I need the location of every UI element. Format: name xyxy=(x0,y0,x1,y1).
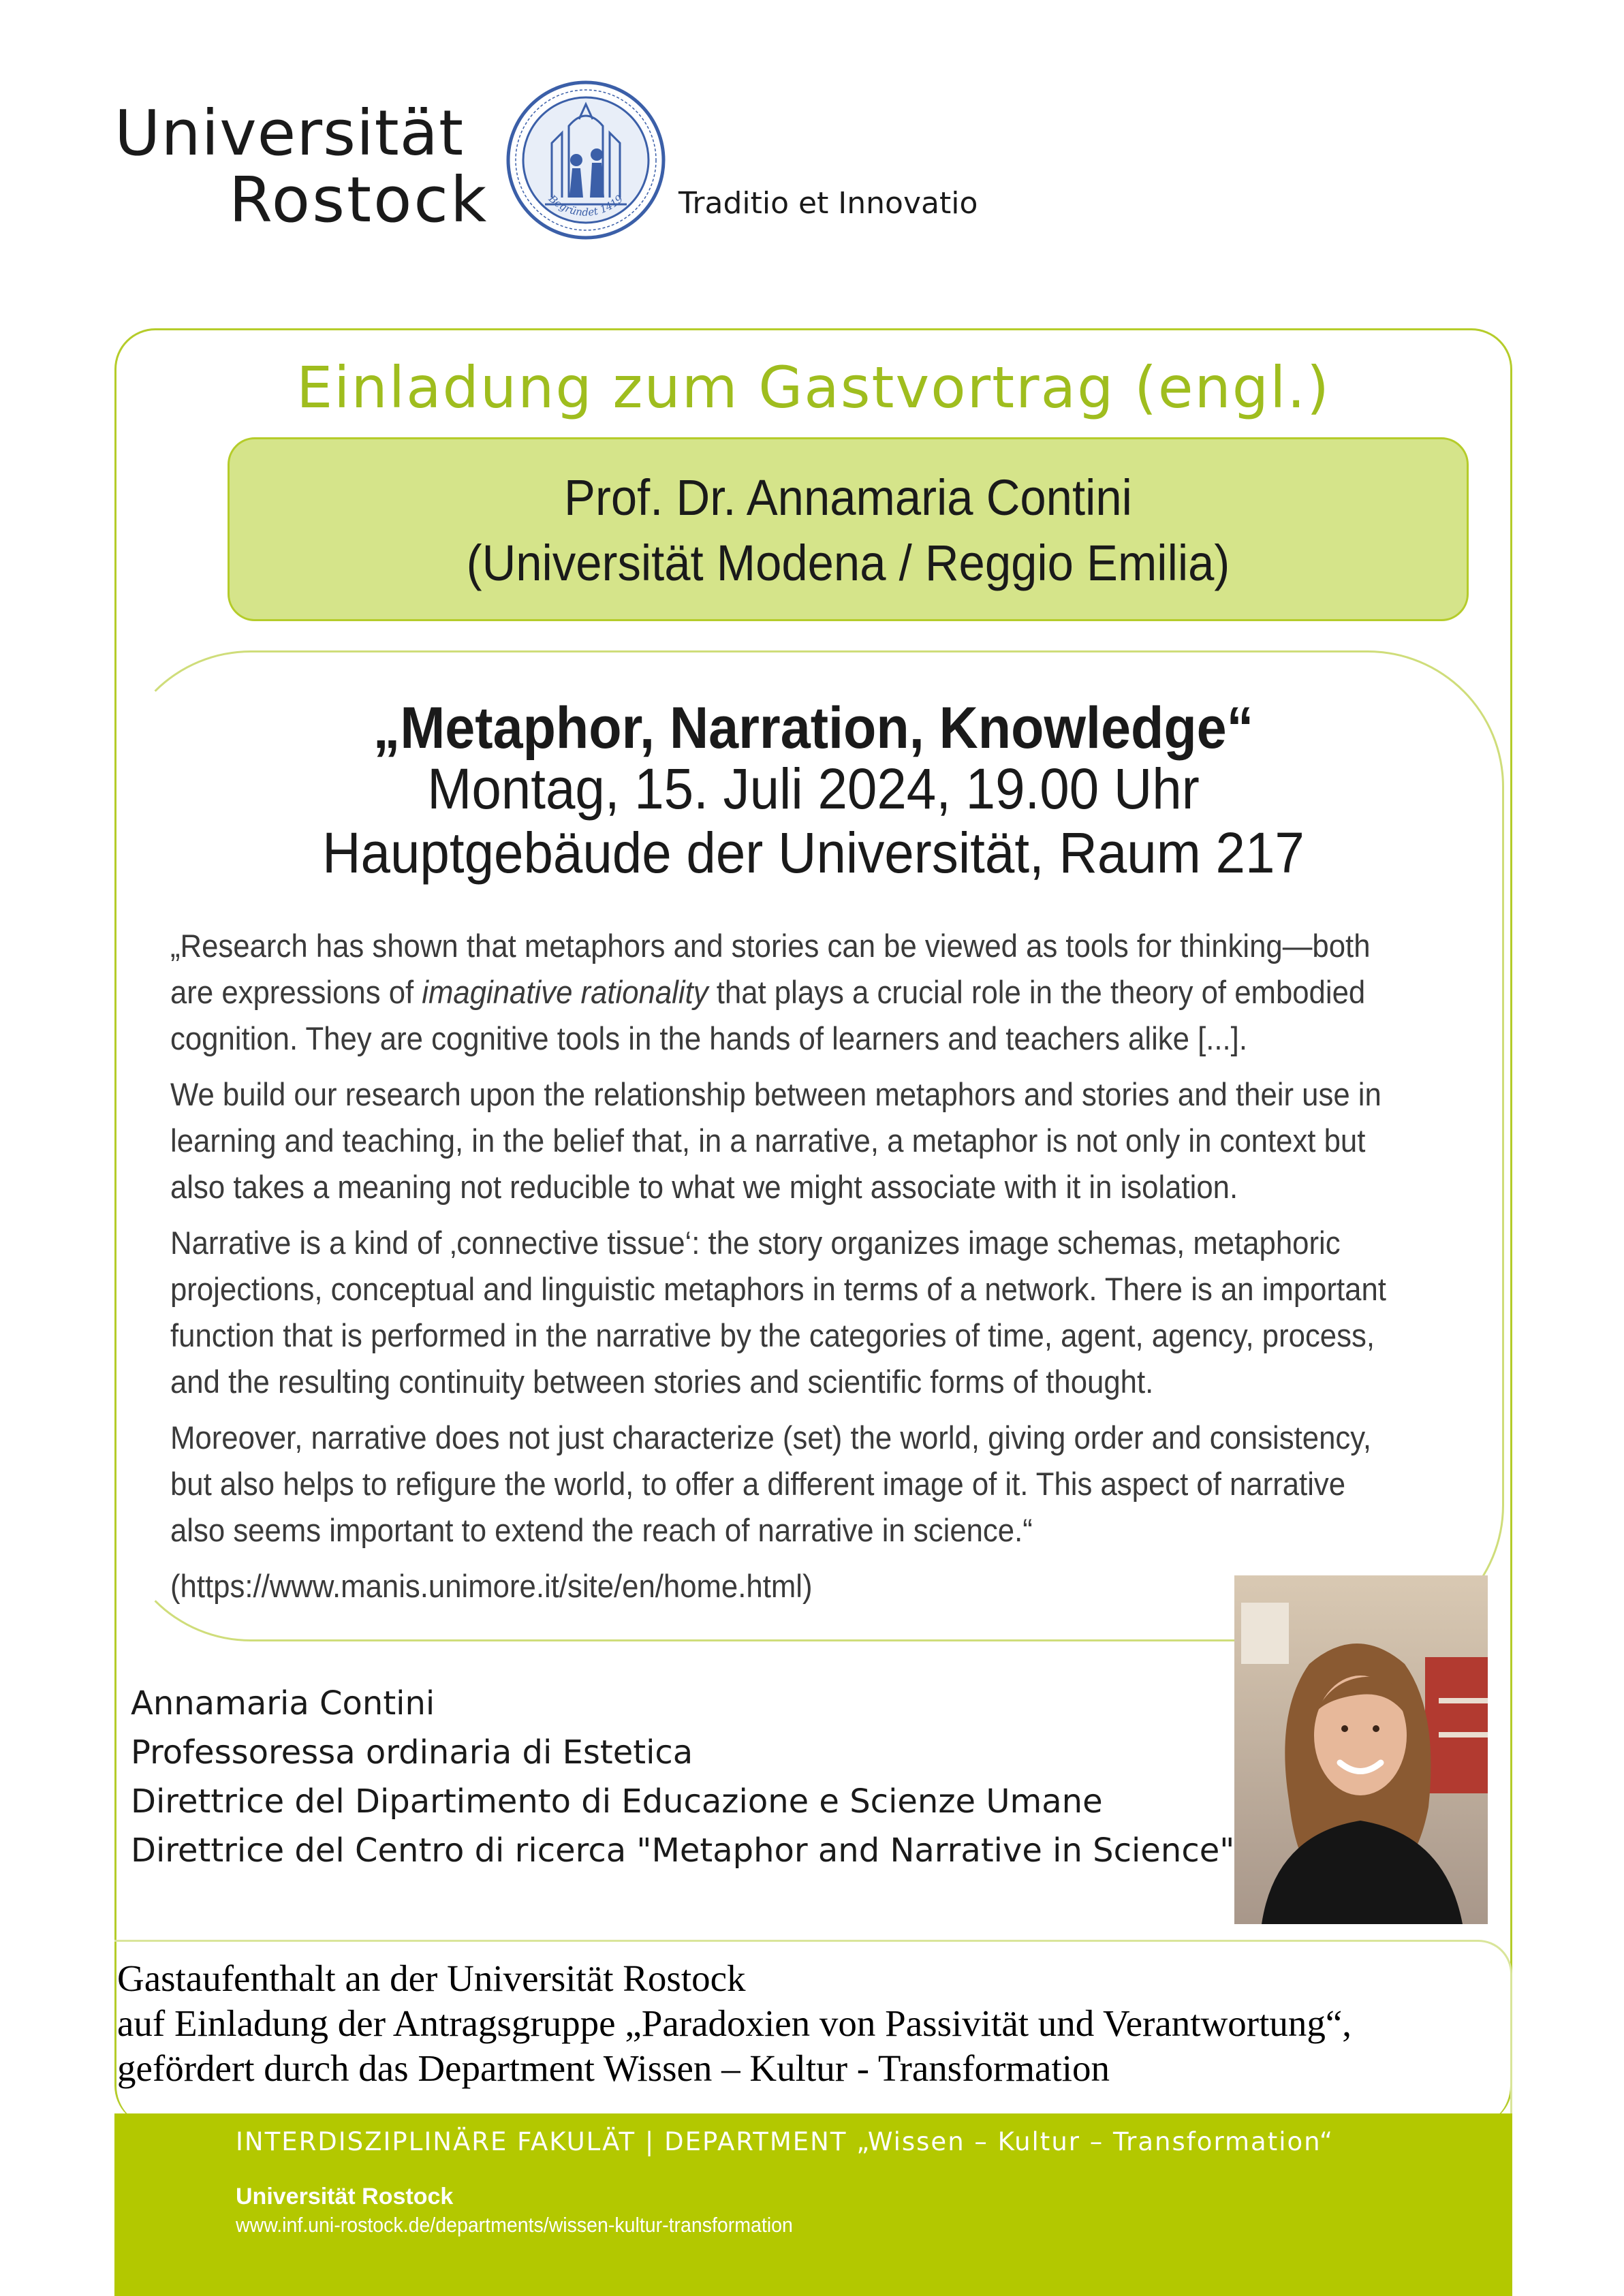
footer-bar xyxy=(114,2113,1512,2296)
abstract-emphasis: imaginative rationality xyxy=(422,974,708,1010)
footer-university: Universität Rostock xyxy=(236,2184,454,2209)
university-name-line1: Universität xyxy=(114,97,465,170)
abstract-paragraph-2: We build our research upon the relationship between metaphors and stories and their use in learning and teaching, in the belief that, in a narrative, a metaphor is not only in context but also takes a meaning not reducible to what we might associate with it in isolation. xyxy=(170,1076,1381,1205)
abstract xyxy=(170,923,1406,1609)
university-wordmark xyxy=(114,97,489,236)
talk-location: Hauptgebäude der Universität, Raum 217 xyxy=(322,821,1305,885)
guest-note xyxy=(117,1956,1352,2091)
speaker-name: Prof. Dr. Annamaria Contini xyxy=(564,469,1132,526)
abstract-paragraph-4: Moreover, narrative does not just characterize (set) the world, giving order and consistency, but also helps to refigure the world, to offer a different image of it. This aspect of narrative also seems important to extend the reach of narrative in science.“ xyxy=(170,1419,1372,1548)
talk-title: „Metaphor, Narration, Knowledge“ xyxy=(373,695,1254,761)
talk-date: Montag, 15. Juli 2024, 19.00 Uhr xyxy=(427,757,1200,821)
invitation-title: Einladung zum Gastvortrag (engl.) xyxy=(296,354,1330,421)
bio-role: Professoressa ordinaria di Estetica xyxy=(131,1733,693,1772)
abstract-source-link[interactable]: (https://www.manis.unimore.it/site/en/home.html) xyxy=(170,1568,813,1604)
seal-founding-text: Begründet 1419 xyxy=(546,192,626,219)
bio-name: Annamaria Contini xyxy=(131,1684,435,1723)
speaker-box xyxy=(228,437,1469,621)
guest-note-line: auf Einladung der Antragsgruppe „Paradoxien von Passivität und Verantwortung“, xyxy=(117,2002,1352,2044)
abstract-paragraph-3: Narrative is a kind of ‚connective tissue‘: the story organizes image schemas, metaphoric projections, conceptual and linguistic metaphors in terms of a network. There is an important function that is performed in the narrative by the categories of time, agent, agency, process, and the resulting continuity between stories and scientific forms of thought. xyxy=(170,1225,1386,1400)
speaker-affiliation: (Universität Modena / Reggio Emilia) xyxy=(466,535,1230,591)
bio-role: Direttrice del Centro di ricerca "Metaphor and Narrative in Science" xyxy=(131,1831,1235,1870)
footer-faculty: INTERDISZIPLINÄRE FAKULÄT | DEPARTMENT „Wissen – Kultur – Transformation“ xyxy=(236,2127,1334,2156)
speaker-bio xyxy=(131,1679,1234,1875)
university-name-line2: Rostock xyxy=(229,163,489,236)
footer-url-link[interactable]: www.inf.uni-rostock.de/departments/wissen-kultur-transformation xyxy=(236,2213,793,2237)
university-motto: Traditio et Innovatio xyxy=(678,186,978,221)
university-seal-logo xyxy=(504,78,668,242)
speaker-portrait-photo xyxy=(1234,1575,1488,1924)
guest-note-line: Gastaufenthalt an der Universität Rostock xyxy=(117,1957,746,1999)
abstract-paragraph-1: „Research has shown that metaphors and stories can be viewed as tools for thinking—both are expressions of imaginative rationality that plays a crucial role in the theory of embodied cognition. They are cognitive tools in the hands of learners and teachers alike [...]. xyxy=(170,928,1371,1056)
guest-note-line: gefördert durch das Department Wissen – Kultur - Transformation xyxy=(117,2047,1110,2089)
bio-role: Direttrice del Dipartimento di Educazione e Scienze Umane xyxy=(131,1782,1103,1821)
